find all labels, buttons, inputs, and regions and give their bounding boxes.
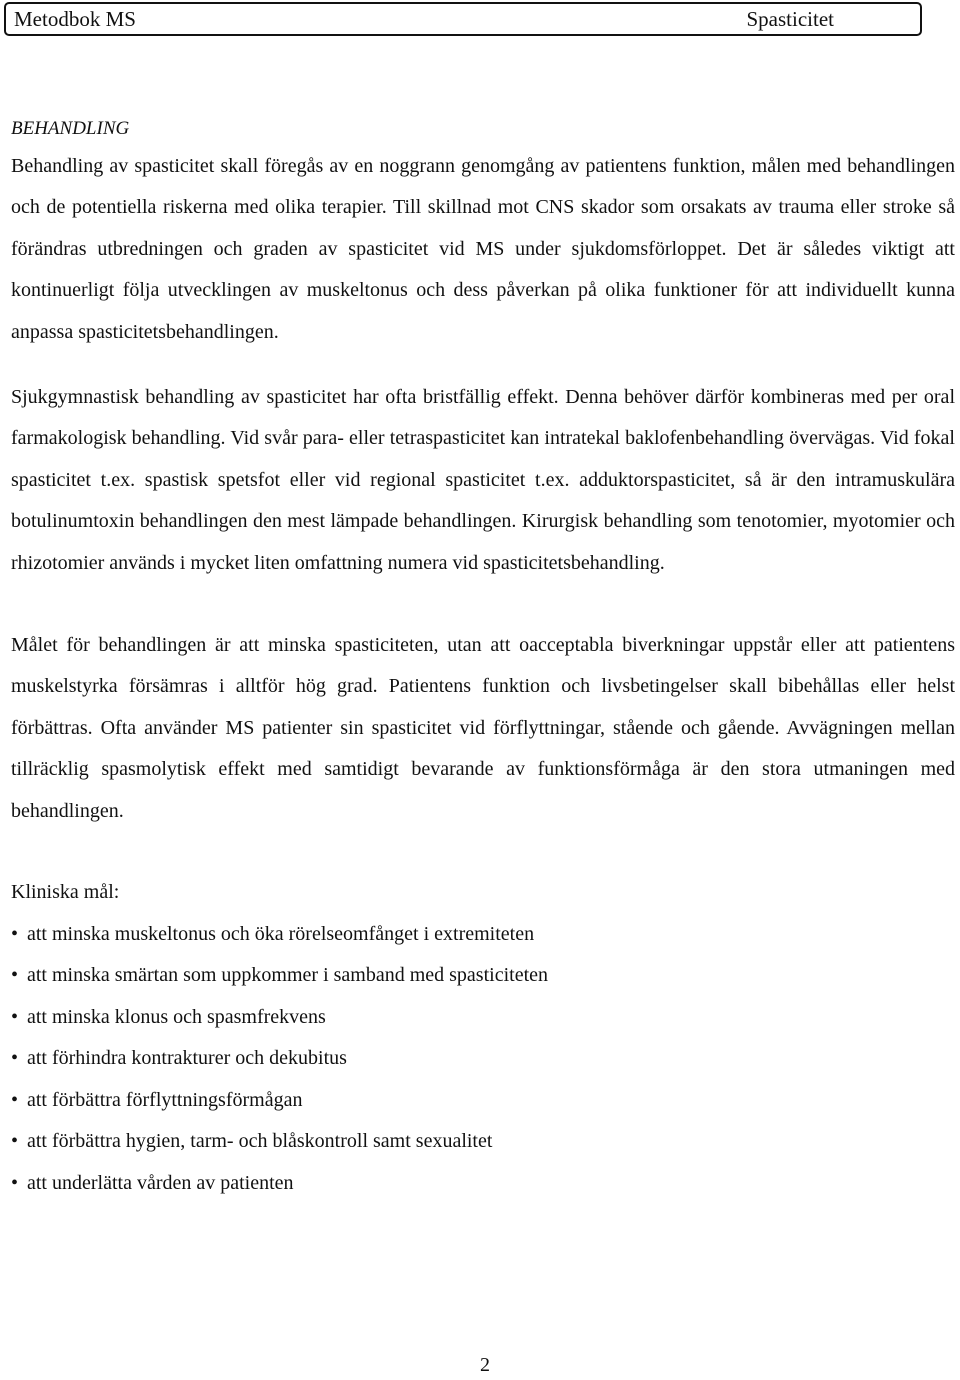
section-heading: BEHANDLING (11, 118, 130, 139)
bullet-icon: • (11, 922, 19, 945)
page-number: 2 (480, 1354, 490, 1376)
bullet-icon: • (11, 964, 19, 987)
bullet-icon: • (11, 1172, 19, 1195)
bullet-icon: • (11, 1130, 19, 1153)
bullet-icon: • (11, 1005, 19, 1028)
list-item: • att underlätta vården av patienten (11, 1163, 955, 1205)
goals-list (11, 914, 955, 1205)
page-header (4, 2, 922, 36)
goals-title: Kliniska mål: (11, 881, 120, 904)
header-section-title: Spasticitet (746, 6, 834, 31)
document-body (11, 112, 955, 1205)
list-item: • att minska klonus och spasmfrekvens (11, 997, 955, 1039)
bullet-icon: • (11, 1047, 19, 1070)
paragraph-intro: Behandling av spasticitet skall föregås av en noggrann genomgång av patientens funktion, målen med behandlingen och de potentiella riskerna med olika terapier. Till skillnad mot CNS skador som orsakats av trauma eller stroke så förändras utbredningen och graden av spasticitet vid MS under sjukdomsförloppet. Det är således viktigt att kontinuerligt följa utvecklingen av muskeltonus och dess påverkan på olika funktioner för att individuellt kunna anpassa spasticitetsbehandlingen. (11, 155, 955, 343)
header-document-title: Metodbok MS (14, 6, 136, 31)
list-item: • att minska muskeltonus och öka rörelseomfånget i extremiteten (11, 914, 955, 956)
list-item: • att minska smärtan som uppkommer i samband med spasticiteten (11, 955, 955, 997)
list-item: • att förhindra kontrakturer och dekubitus (11, 1038, 955, 1080)
list-item: • att förbättra förflyttningsförmågan (11, 1080, 955, 1122)
paragraph-treatment-goal: Målet för behandlingen är att minska spasticiteten, utan att oacceptabla biverkningar uppstår eller att patientens muskelstyrka försämras i alltför hög grad. Patientens funktion och livsbetingelser skall bibehållas eller helst förbättras. Ofta använder MS patienter sin spasticitet vid förflyttningar, stående och gående. Avvägningen mellan tillräcklig spasmolytisk effekt med samtidigt bevarande av funktionsförmåga är den stora utmaningen med behandlingen. (11, 634, 955, 822)
bullet-icon: • (11, 1088, 19, 1111)
list-item: • att förbättra hygien, tarm- och blåskontroll samt sexualitet (11, 1121, 955, 1163)
paragraph-physiotherapy: Sjukgymnastisk behandling av spasticitet har ofta bristfällig effekt. Denna behöver därför kombineras med per oral farmakologisk behandling. Vid svår para- eller tetraspasticitet kan intratekal baklofenbehandling övervägas. Vid fokal spasticitet t.ex. spastisk spetsfot eller vid regional spasticitet t.ex. adduktorspasticitet, så är den intramuskulära botulinumtoxin behandlingen den mest lämpade behandlingen. Kirurgisk behandling som tenotomier, myotomier och rhizotomier används i mycket liten omfattning numera vid spasticitetsbehandling. (11, 386, 955, 574)
